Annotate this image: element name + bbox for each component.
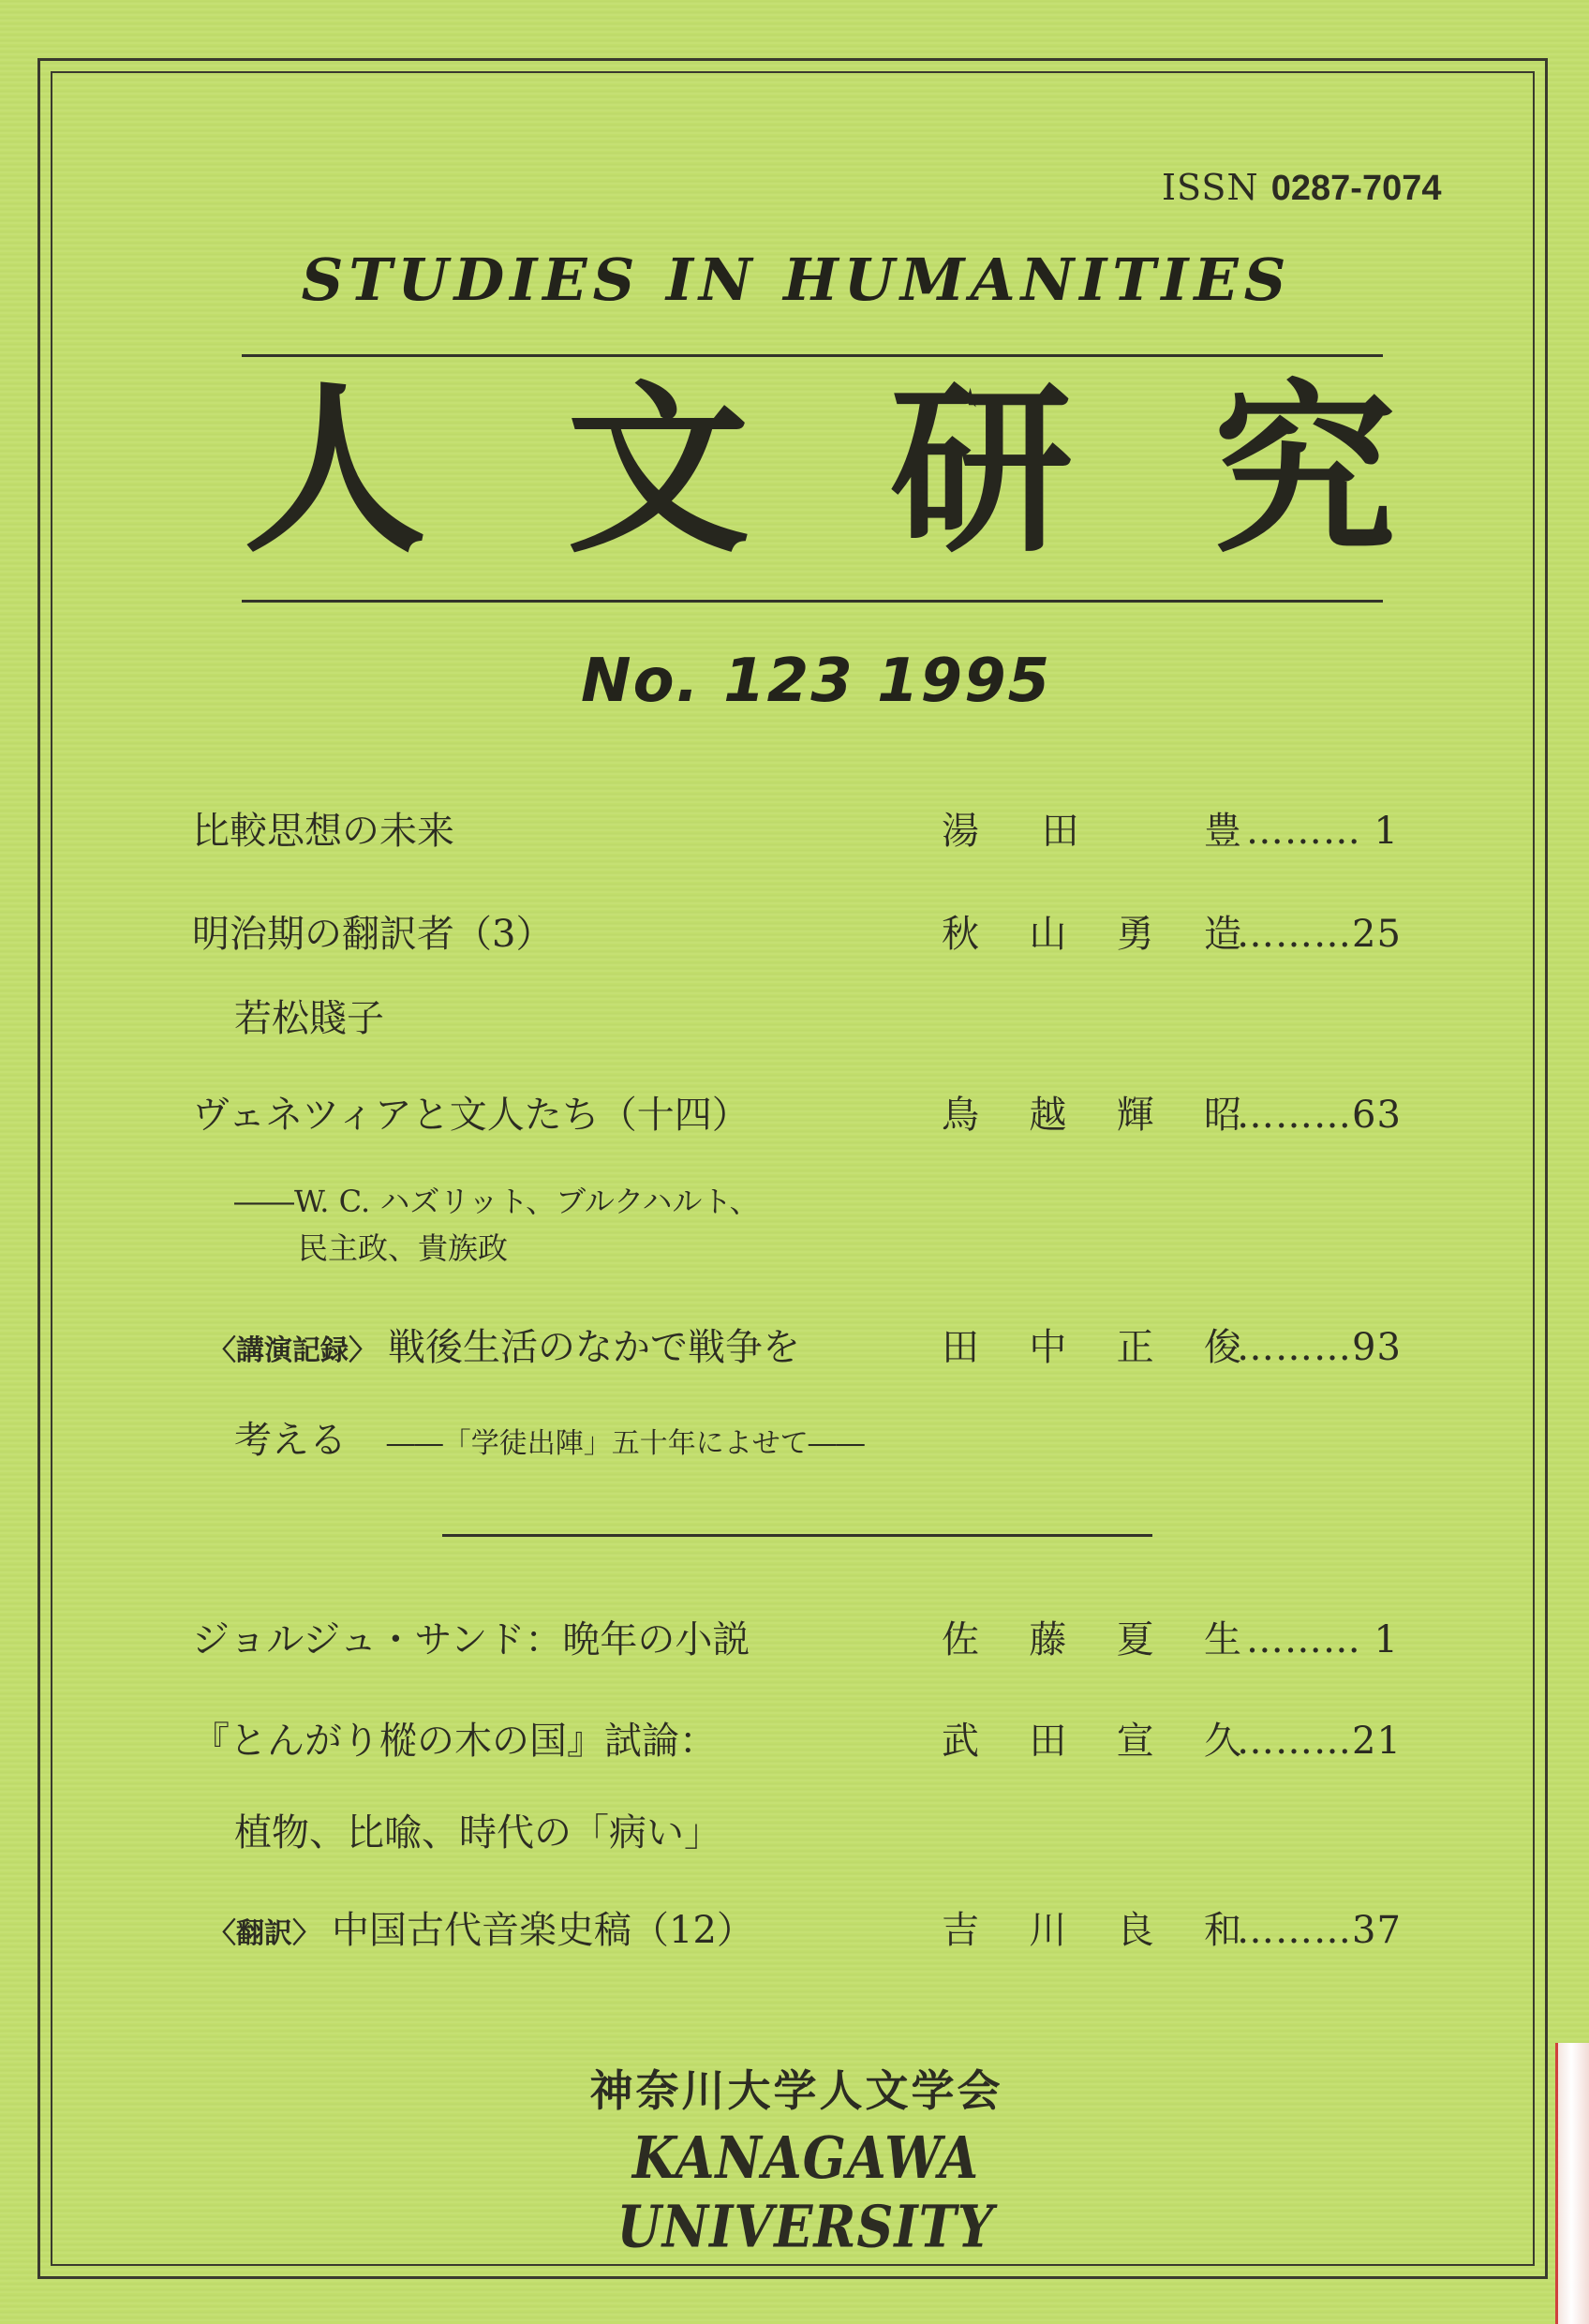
author-char: 夏 — [1116, 1618, 1154, 1661]
article-author — [942, 1092, 1241, 1139]
article-title: ジョルジュ・サンド：晩年の小説 — [192, 1618, 750, 1661]
author-char: 川 — [1029, 1909, 1067, 1952]
title-char: 人 — [244, 363, 426, 577]
issn — [1162, 167, 1442, 209]
article-title: 中国古代音楽史稿（12） — [332, 1909, 754, 1952]
publisher-japanese: 神奈川大学人文学会 — [589, 2065, 1003, 2116]
issn-number: 0287-7074 — [1270, 169, 1442, 208]
article-title: 比較思想の未来 — [192, 810, 454, 853]
page-ref: ………21 — [1237, 1720, 1402, 1763]
article-title-line — [208, 1907, 754, 1958]
author-char: 中 — [1029, 1326, 1067, 1369]
author-char: 湯 — [942, 810, 979, 853]
article-author — [942, 1907, 1241, 1954]
article-title-line — [208, 1324, 800, 1375]
author-char: 山 — [1029, 913, 1067, 956]
article-title: 『とんがり樅の木の国』試論： — [192, 1720, 717, 1763]
page-ref: ……… 1 — [1245, 1618, 1399, 1661]
article-author — [942, 911, 1241, 958]
author-char: 久 — [1203, 1720, 1241, 1763]
article-title: 明治期の翻訳者（3） — [192, 913, 554, 956]
author-char: 佐 — [942, 1618, 979, 1661]
page-ref: ………63 — [1237, 1094, 1402, 1137]
author-char: 田 — [1041, 810, 1079, 853]
article-subtitle: 若松賤子 — [234, 997, 384, 1040]
page-ref: ………37 — [1237, 1909, 1402, 1952]
section-divider — [442, 1534, 1152, 1537]
author-char: 武 — [942, 1720, 979, 1763]
title-char: 究 — [1213, 363, 1396, 577]
author-char: 田 — [942, 1326, 979, 1369]
article-subtitle: 民主政、貴族政 — [298, 1230, 509, 1266]
author-char: 田 — [1029, 1720, 1067, 1763]
author-char: 俊 — [1203, 1326, 1241, 1369]
page-ref: ……… 1 — [1245, 810, 1399, 853]
author-char: 鳥 — [942, 1094, 979, 1137]
issn-label: ISSN — [1162, 167, 1259, 208]
article-author — [942, 1616, 1241, 1663]
title-rule-top — [242, 354, 1383, 357]
article-title: ヴェネツィアと文人たち（十四） — [192, 1094, 750, 1137]
article-tag: 〈翻訳〉 — [208, 1917, 320, 1950]
article-author — [942, 808, 1241, 855]
title-char: 研 — [890, 363, 1073, 577]
article-subtitle: 考える — [234, 1419, 347, 1462]
article-title: 戦後生活のなかで戦争を — [388, 1326, 800, 1369]
author-char: 吉 — [942, 1909, 979, 1952]
article-tag: 〈講演記録〉 — [208, 1334, 377, 1367]
title-char: 文 — [567, 363, 750, 577]
article-author — [942, 1324, 1241, 1371]
title-rule-bottom — [242, 600, 1383, 603]
article-subtitle: 植物、比喩、時代の「病い」 — [234, 1811, 721, 1855]
japanese-title — [244, 363, 1396, 577]
author-char: 昭 — [1203, 1094, 1241, 1137]
article-author — [942, 1718, 1241, 1765]
page-ref: ………25 — [1237, 913, 1402, 956]
author-char: 正 — [1116, 1326, 1154, 1369]
page-ref: ………93 — [1237, 1326, 1402, 1369]
author-char: 輝 — [1116, 1094, 1154, 1137]
author-char: 藤 — [1029, 1618, 1067, 1661]
author-char: 越 — [1029, 1094, 1067, 1137]
sticker-tab — [1555, 2043, 1589, 2324]
article-subtitle: ――W. C. ハズリット、ブルクハルト、 — [234, 1184, 760, 1219]
author-char: 勇 — [1116, 913, 1154, 956]
author-char: 秋 — [942, 913, 979, 956]
publisher-english: KANAGAWA UNIVERSITY — [616, 2123, 995, 2261]
english-title: STUDIES IN HUMANITIES — [301, 246, 1292, 314]
author-char: 造 — [1203, 913, 1241, 956]
author-char: 良 — [1116, 1909, 1154, 1952]
article-subtitle-line — [234, 1417, 865, 1467]
author-char: 豊 — [1203, 810, 1241, 853]
author-char: 宣 — [1116, 1720, 1154, 1763]
issue-number: No. 123 1995 — [581, 647, 1052, 716]
author-char: 和 — [1203, 1909, 1241, 1952]
article-subtitle-note: ――「学徒出陣」五十年によせて―― — [386, 1427, 865, 1460]
author-char: 生 — [1203, 1618, 1241, 1661]
